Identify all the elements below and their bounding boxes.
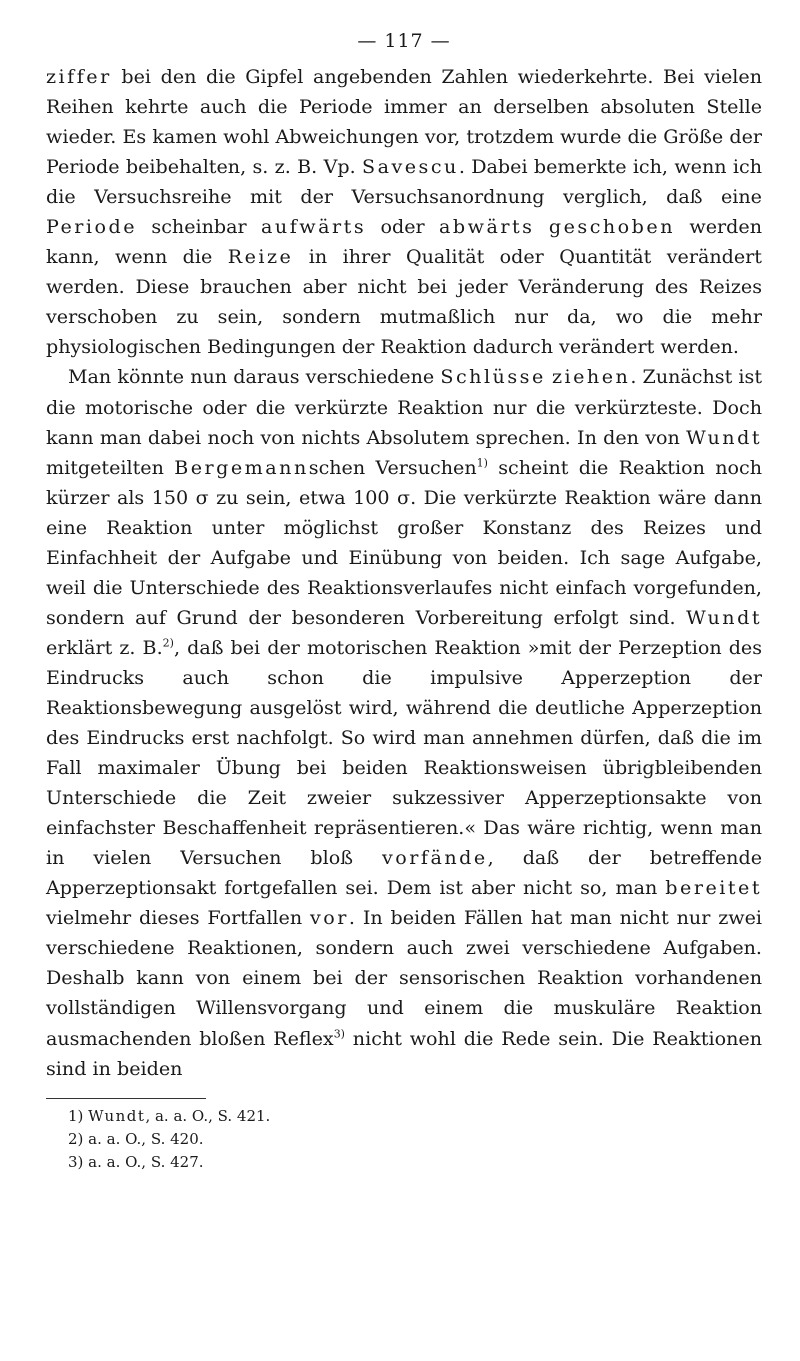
text-run: 1) [68,1106,89,1125]
text-run: . In beiden Fällen hat man nicht nur zwei verschiedene Reaktionen, sondern auch zwei verschiedene Aufgaben. Deshalb kann von einem bei der sensorischen Reaktion vorhandenen vollständigen Willensvorgang und einem die muskuläre Reaktion ausmachenden bloßen Reflex [46,906,762,1050]
text-run: vielmehr dieses Fortfallen [46,906,310,930]
text-run: erklärt z. B. [46,635,163,659]
spaced-emphasis: vor [309,906,349,930]
text-run: 2) a. a. O., S. 420. [68,1129,204,1148]
spaced-emphasis: Wundt [686,605,762,629]
paragraph [46,62,762,362]
text-run [534,215,548,238]
spaced-emphasis: Savescu [362,155,459,179]
text-run: . Dabei bemerkte ich, wenn ich die Versuchsreihe mit der Versuchsanordnung verglich, daß eine [46,155,762,209]
spaced-emphasis: ziehen [551,365,631,389]
spaced-emphasis: geschoben [548,215,676,239]
spaced-emphasis: abwärts [439,215,535,239]
spaced-emphasis: vorfände [381,846,488,870]
spaced-emphasis: Periode [46,215,138,239]
footnote-divider [46,1098,206,1099]
spaced-emphasis: Wundt [686,425,762,449]
text-run: mitgeteilten [46,455,175,479]
footnote-marker: 3) [333,1027,345,1041]
page-number: — 117 — [357,30,451,52]
text-run: , a. a. O., S. 421. [145,1106,271,1125]
text-run: Man könnte nun daraus verschiedene [68,365,441,389]
text-run: 3) a. a. O., S. 427. [68,1152,204,1171]
text-run: bei den die Gipfel angebenden Zahlen wiederkehrte. Bei vielen Reihen kehrte auch die Periode immer an derselben absoluten Stelle wieder. Es kamen wohl Abweichungen vor, trotzdem wurde die Größe der Periode beibehalten, s. z. B. Vp. [46,65,762,179]
text-run: nicht wohl die Rede sein. Die Reaktionen sind in beiden [46,1026,762,1080]
spaced-emphasis: Wundt [88,1106,146,1125]
paragraph [46,362,762,1083]
spaced-emphasis: ziffer [46,65,112,88]
spaced-emphasis: Bergemann [174,455,309,479]
spaced-emphasis: Schlüsse [440,365,546,389]
text-run: , daß der betreffende Apperzeptionsakt fortgefallen sei. Dem ist aber nicht so, man [46,846,762,900]
text-run: scheint die Reaktion noch kürzer als 150 σ zu sein, etwa 100 σ. Die verkürzte Reaktion wäre dann eine Reaktion unter möglichst großer Konstanz des Reizes und Einfachheit der Aufgabe und Einübung von beiden. Ich sage Aufgabe, weil die Unterschiede des Reaktionsverlaufes nicht einfach vorgefunden, sondern auf Grund der besonderen Vorbereitung erfolgt sind. [46,455,762,629]
footnote-marker: 1) [476,456,488,470]
book-page [46,30,762,1174]
spaced-emphasis: aufwärts [261,215,367,239]
footnote [68,1151,762,1174]
spaced-emphasis: Reize [227,245,294,269]
text-run: oder [366,215,440,239]
text-run: scheinbar [137,215,262,239]
body-text [46,62,762,1084]
text-run: werden kann, wenn die [46,215,762,269]
text-run: , daß bei der motorischen Reaktion »mit der Perzeption des Eindrucks auch schon die impulsive Apperzeption der Reaktionsbewegung ausgelöst wird, während die deutliche Apperzeption des Eindrucks erst nachfolgt. So wird man annehmen dürfen, daß die im Fall maximaler Übung bei beiden Reaktionsweisen übrigbleibenden Unterschiede die Zeit zweier sukzessiver Apperzeptionsakte von einfachster Beschaffenheit repräsentieren.« Das wäre richtig, wenn man in vielen Versuchen bloß [46,635,763,870]
text-run: . Zunächst ist die motorische oder die verkürzte Reaktion nur die verkürzteste. Doch kann man dabei noch von nichts Absolutem sprechen. In den von [46,365,763,449]
footnote [68,1105,762,1128]
text-run: schen Versuchen [308,455,477,479]
footnotes [46,1105,762,1174]
text-run: in ihrer Qualität oder Quantität verändert werden. Diese brauchen aber nicht bei jeder Veränderung des Reizes verschoben zu sein, sondern mutmaßlich nur da, wo die mehr physiologischen Bedingungen der Reaktion dadurch verändert werden. [46,245,762,359]
spaced-emphasis: bereitet [665,876,762,900]
footnote [68,1128,762,1151]
footnote-marker: 2) [162,636,174,650]
